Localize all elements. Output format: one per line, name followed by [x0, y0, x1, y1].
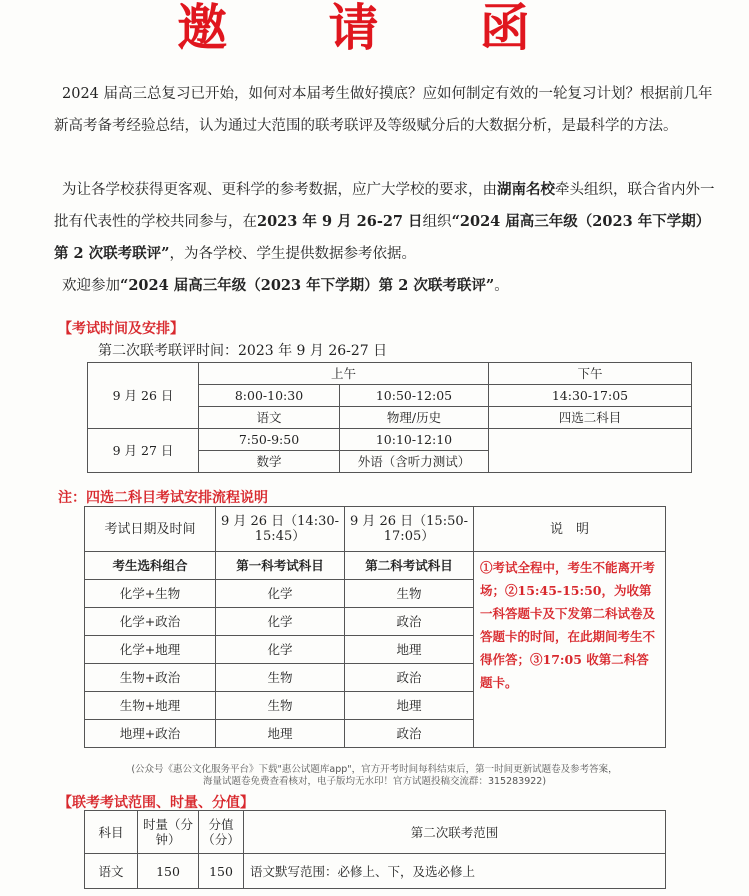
combo-cell: 化学+政治 — [85, 608, 216, 636]
footer-line-2: 海量试题卷免费查看核对，电子版均无水印！官方试题投稿交流群：315283922) — [202, 776, 547, 787]
first-cell: 生物 — [216, 664, 345, 692]
subject-cell: 外语（含听力测试） — [340, 451, 489, 473]
time-cell: 150 — [138, 854, 199, 889]
subject-cell: 物理/历史 — [340, 407, 489, 429]
header-first-session: 9 月 26 日（14:30-15:45） — [216, 507, 345, 552]
combo-cell: 化学+地理 — [85, 636, 216, 664]
scope-table — [84, 810, 666, 889]
first-cell: 地理 — [216, 720, 345, 748]
page-title: 邀 请 函 — [177, 0, 572, 57]
exam-date: 2023 年 9 月 26-27 日 — [257, 213, 423, 230]
note-label: 注： — [58, 490, 86, 506]
combo-cell: 地理+政治 — [85, 720, 216, 748]
schedule-table — [87, 362, 692, 473]
section-heading-schedule: 【考试时间及安排】 — [58, 321, 184, 337]
time-cell: 10:50-12:05 — [340, 385, 489, 407]
second-cell: 政治 — [345, 608, 474, 636]
first-cell: 化学 — [216, 636, 345, 664]
subject-cell: 语文 — [199, 407, 340, 429]
elective-note: ①考试全程中，考生不能离开考场；②15:45-15:50，为收第一科答题卡及下发第二科试卷及答题卡的时间，在此期间考生不得作答；③17:05 收第二科答题卡。 — [474, 552, 666, 748]
note-title: 四选二科目考试安排流程说明 — [86, 490, 268, 506]
date-cell: 9 月 27 日 — [88, 429, 199, 473]
intro-text: 组织 — [422, 214, 452, 230]
intro-text: 为让各学校获得更客观、更科学的参考数据，应广大学校的要求，由 — [62, 182, 497, 198]
header-scope: 第二次联考范围 — [244, 811, 666, 854]
combo-cell: 化学+生物 — [85, 580, 216, 608]
subject-cell: 四选二科目 — [489, 407, 692, 429]
intro-text: 牵头组织，联合省内外一批有代表性的学校共同参与，在 — [54, 182, 715, 230]
second-cell: 地理 — [345, 636, 474, 664]
header-first-subject: 第一科考试科目 — [216, 552, 345, 580]
afternoon-header: 下午 — [489, 363, 692, 385]
exam-name: “2024 届高三年级（2023 年下学期）第 2 次联考联评” — [120, 277, 495, 294]
elective-table — [84, 506, 666, 748]
time-cell: 10:10-12:10 — [340, 429, 489, 451]
intro-paragraph-2 — [54, 174, 722, 270]
intro-paragraph-1: 2024 届高三总复习已开始，如何对本届考生做好摸底？应如何制定有效的一轮复习计划？根据前几年新高考备考经验总结，认为通过大范围的联考联评及等级赋分后的大数据分析，是最科学的方法。 — [54, 86, 713, 134]
header-score: 分值（分） — [199, 811, 244, 854]
schedule-subtitle: 第二次联考联评时间：2023 年 9 月 26-27 日 — [98, 343, 388, 359]
second-cell: 政治 — [345, 664, 474, 692]
header-subject: 科目 — [85, 811, 138, 854]
score-cell: 150 — [199, 854, 244, 889]
header-second-subject: 第二科考试科目 — [345, 552, 474, 580]
subject-cell: 语文 — [85, 854, 138, 889]
combo-cell: 生物+政治 — [85, 664, 216, 692]
header-second-session: 9 月 26 日（15:50-17:05） — [345, 507, 474, 552]
second-cell: 政治 — [345, 720, 474, 748]
time-cell: 14:30-17:05 — [489, 385, 692, 407]
header-date-time: 考试日期及时间 — [85, 507, 216, 552]
time-cell: 8:00-10:30 — [199, 385, 340, 407]
first-cell: 生物 — [216, 692, 345, 720]
second-cell: 生物 — [345, 580, 474, 608]
header-note: 说 明 — [474, 507, 666, 552]
second-cell: 地理 — [345, 692, 474, 720]
intro-text: 欢迎参加 — [62, 278, 120, 294]
section-heading-scope: 【联考考试范围、时量、分值】 — [58, 795, 254, 811]
header-time: 时量（分钟） — [138, 811, 199, 854]
intro-paragraph-3 — [54, 270, 722, 302]
organizer-name: 湖南名校 — [497, 181, 555, 198]
date-cell: 9 月 26 日 — [88, 363, 199, 429]
intro-text: ，为各学校、学生提供数据参考依据。 — [169, 246, 417, 262]
first-cell: 化学 — [216, 608, 345, 636]
section-heading-electives — [58, 487, 268, 507]
combo-cell: 生物+地理 — [85, 692, 216, 720]
footer-line-1: (公众号《惠公文化服务平台》下载"惠公试题库app"，官方开考时间每科结束后，第一时间更新试题卷及参考答案， — [131, 764, 618, 775]
morning-header: 上午 — [199, 363, 489, 385]
exam-name: “2024 届高三年级（2023 年下学期）第 2 次联考联评” — [54, 213, 711, 262]
intro-text: 。 — [494, 278, 509, 294]
empty-cell — [489, 429, 692, 473]
table-row — [85, 854, 666, 889]
first-cell: 化学 — [216, 580, 345, 608]
header-combo: 考生选科组合 — [85, 552, 216, 580]
time-cell: 7:50-9:50 — [199, 429, 340, 451]
scope-cell: 语文默写范围：必修上、下，及选必修上 — [244, 854, 666, 889]
subject-cell: 数学 — [199, 451, 340, 473]
